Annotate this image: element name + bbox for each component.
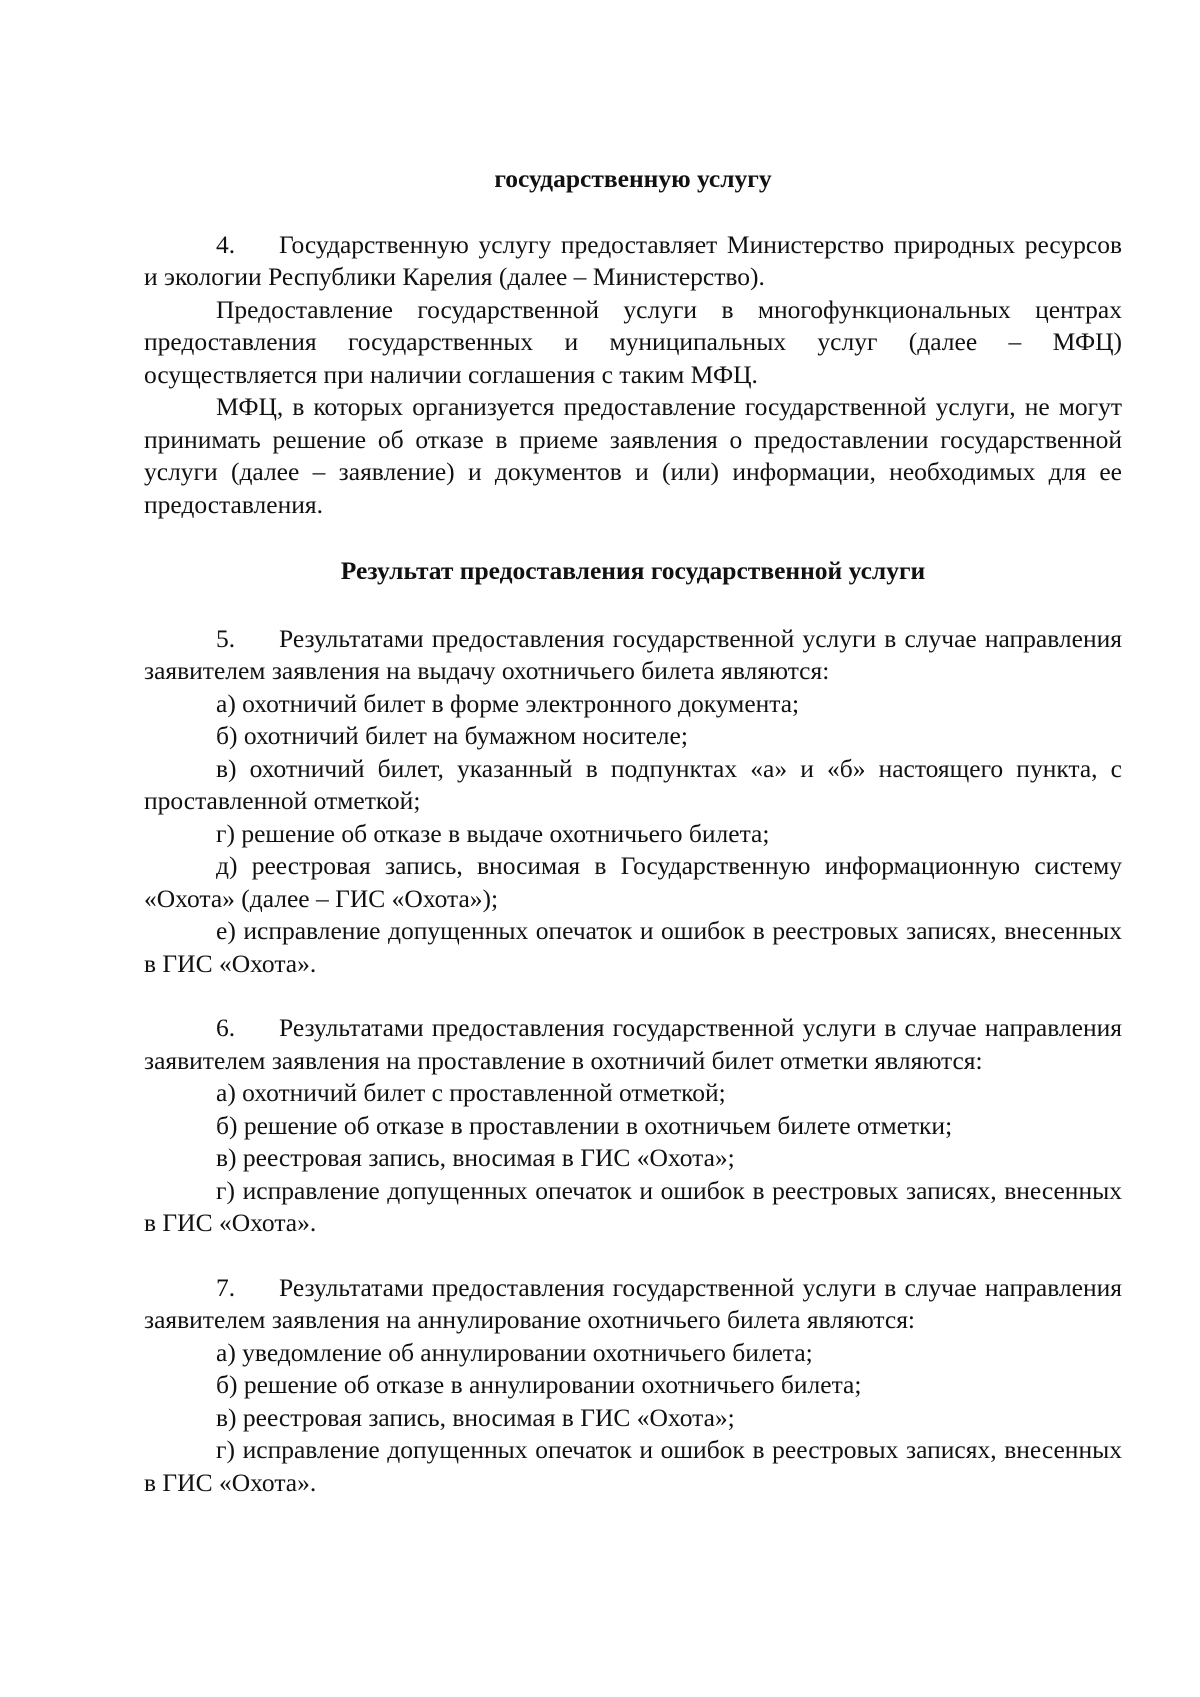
section-5-paragraph: [144, 623, 1122, 688]
section-7-number: 7.: [216, 1272, 236, 1302]
section-5-item: г) решение об отказе в выдаче охотничьего билета;: [216, 818, 770, 848]
section-heading-top: государственную услугу: [494, 164, 772, 193]
section-7-item: г) исправление допущенных опечаток и ошибок в реестровых записях, внесенных в ГИС «Охота».: [144, 1435, 1122, 1497]
section-4-paragraph: [144, 229, 1122, 294]
blank-line: [144, 1240, 1122, 1272]
section-7-item: б) решение об отказе в аннулировании охотничьего билета;: [216, 1370, 862, 1399]
section-6-item: в) реестровая запись, вносимая в ГИС «Охота»;: [216, 1143, 735, 1172]
section-6-item: б) решение об отказе в проставлении в охотничьем билете отметки;: [216, 1110, 953, 1140]
section-5-text: Результатами предоставления государственной услуги в случае направления заявителем заявления на выдачу охотничьего билета являются:: [144, 623, 1122, 685]
section-5-item: в) охотничий билет, указанный в подпунктах «а» и «б» настоящего пункта, с проставленной отметкой;: [144, 753, 1122, 815]
section-7-text: Результатами предоставления государственной услуги в случае направления заявителем заявления на аннулирование охотничьего билета являются:: [144, 1272, 1122, 1334]
section-4-number: 4.: [216, 229, 236, 259]
section-6-number: 6.: [216, 1013, 236, 1042]
section-7-paragraph: [144, 1272, 1122, 1337]
section-4-paragraph-3: МФЦ, в которых организуется предоставление государственной услуги, не могут принимать решение об отказе в приеме заявления о предоставлении государственной услуги (далее – заявление) и документов и (или) информации, необходимых для ее предоставления.: [144, 392, 1122, 519]
section-6-paragraph: [144, 1012, 1122, 1077]
section-heading-result: Результат предоставления государственной услуги: [340, 556, 926, 585]
section-5-item: а) охотничий билет в форме электронного документа;: [216, 688, 800, 718]
section-7-item: в) реестровая запись, вносимая в ГИС «Охота»;: [216, 1402, 735, 1432]
section-5-item: д) реестровая запись, вносимая в Государственную информационную систему «Охота» (далее – ГИС «Охота»);: [144, 851, 1122, 913]
document-page: [144, 163, 1122, 1499]
section-5-number: 5.: [216, 623, 236, 653]
section-4-paragraph-2: Предоставление государственной услуги в многофункциональных центрах предоставления государственных и муниципальных услуг (далее – МФЦ) осуществляется при наличии соглашения с таким МФЦ.: [144, 294, 1122, 389]
section-6-item: г) исправление допущенных опечаток и ошибок в реестровых записях, внесенных в ГИС «Охота».: [144, 1175, 1122, 1237]
section-6-item: а) охотничий билет с проставленной отметкой;: [216, 1078, 726, 1107]
section-6-text: Результатами предоставления государственной услуги в случае направления заявителем заявления на проставление в охотничий билет отметки являются:: [144, 1013, 1122, 1075]
section-7-item: а) уведомление об аннулировании охотничьего билета;: [216, 1337, 813, 1367]
section-4-text: Государственную услугу предоставляет Министерство природных ресурсов и экологии Республики Карелия (далее – Министерство).: [144, 229, 1122, 291]
section-5-item: е) исправление допущенных опечаток и ошибок в реестровых записях, внесенных в ГИС «Охота».: [144, 916, 1122, 978]
section-5-item: б) охотничий билет на бумажном носителе;: [216, 721, 688, 750]
blank-line: [144, 980, 1122, 1012]
